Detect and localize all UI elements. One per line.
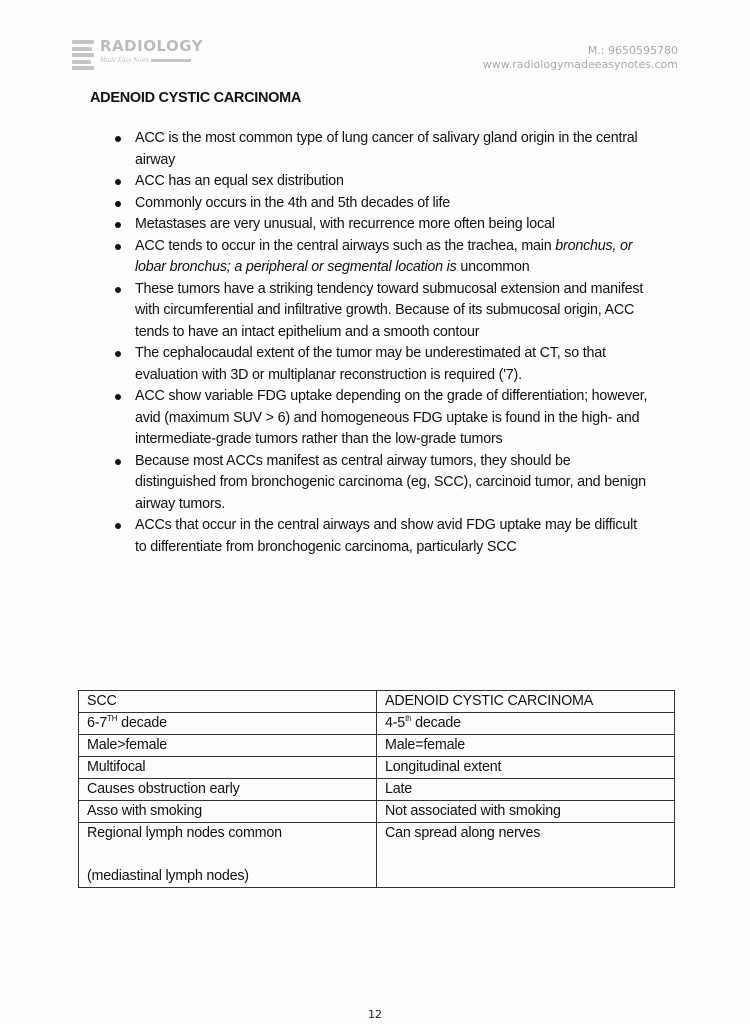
table-row [79, 823, 675, 888]
header-contact [483, 44, 678, 72]
superscript: TH [107, 714, 118, 724]
superscript: th [405, 714, 412, 724]
cell-text: decade [411, 715, 461, 731]
cell-text: 6-7 [87, 715, 108, 731]
table-row [79, 735, 675, 757]
bullet-icon [115, 287, 121, 293]
table-cell: Male>female [79, 735, 377, 757]
table-cell: Not associated with smoking [377, 801, 675, 823]
bullet-icon [115, 394, 121, 400]
table-row [79, 713, 675, 735]
logo-title: RADIOLOGY [100, 37, 204, 55]
table-cell: Multifocal [79, 757, 377, 779]
bullet-icon [115, 459, 121, 465]
cell-text: (mediastinal lymph nodes) [87, 868, 249, 884]
bullet-text: ACC show variable FDG uptake depending on the grade of differentiation; however, avid (maximum SUV > 6) and homogeneous FDG uptake is found in the high- and intermediate-grade tumors rather than the low-grade tumors [135, 388, 648, 447]
table-cell: Asso with smoking [79, 801, 377, 823]
table-row [79, 801, 675, 823]
table-cell [377, 713, 675, 735]
bullet-item [110, 171, 650, 193]
table-cell [79, 823, 377, 888]
table-cell: Male=female [377, 735, 675, 757]
bullet-text: The cephalocaudal extent of the tumor may be underestimated at CT, so that evaluation with 3D or multiplanar reconstruction is required ('7). [135, 345, 606, 383]
logo-underline [151, 59, 191, 62]
bullet-item [110, 236, 650, 279]
bullet-list [110, 128, 650, 558]
table-cell: Late [377, 779, 675, 801]
phone-number: M.: 9650595780 [587, 44, 678, 57]
bullet-icon [115, 244, 121, 250]
table-cell: Causes obstruction early [79, 779, 377, 801]
bullet-icon [115, 136, 121, 142]
bullet-text-tail: uncommon [456, 259, 530, 275]
bullet-icon [115, 351, 121, 357]
bullet-item [110, 193, 650, 215]
bullet-text: ACC is the most common type of lung cancer of salivary gland origin in the central airway [135, 130, 638, 168]
bullet-text-plain: ACC tends to occur in the central airways such as the trachea, main [135, 237, 556, 254]
header-cell-scc: SCC [79, 691, 377, 713]
bullet-item [110, 386, 650, 451]
bullet-text: ACCs that occur in the central airways and show avid FDG uptake may be difficult to differentiate from bronchogenic carcinoma, particularly SCC [135, 517, 637, 555]
bullet-item [110, 515, 650, 558]
bullet-text: These tumors have a striking tendency toward submucosal extension and manifest with circumferential and infiltrative growth. Because of its submucosal origin, ACC tends to have an intact epithelium and a smooth contour [135, 280, 644, 340]
bullet-text: ACC has an equal sex distribution [135, 173, 344, 189]
bullet-item [110, 214, 650, 236]
bullet-icon [115, 179, 121, 185]
bullet-item [110, 279, 650, 344]
site-logo [72, 38, 203, 70]
table-cell: Longitudinal extent [377, 757, 675, 779]
logo-tagline: Made Easy Notes [100, 56, 149, 64]
table-row [79, 757, 675, 779]
bullet-icon [115, 222, 121, 228]
table-row [79, 779, 675, 801]
bullet-item [110, 128, 650, 171]
website-url: www.radiologymadeeasynotes.com [482, 58, 678, 71]
bullet-text-italic: bronchus, or lobar bronchus; a peripheral or segmental location is [135, 237, 633, 275]
cell-text: decade [117, 715, 167, 731]
bullet-text: Commonly occurs in the 4th and 5th decades of life [135, 194, 451, 211]
header-cell-acc: ADENOID CYSTIC CARCINOMA [377, 691, 675, 713]
table-cell: Can spread along nerves [377, 823, 675, 888]
bullet-item [110, 451, 650, 516]
page-number: 12 [368, 1008, 382, 1021]
bullet-icon [115, 201, 121, 207]
books-icon [72, 40, 94, 70]
comparison-table [78, 690, 675, 888]
table-cell [79, 713, 377, 735]
bullet-icon [115, 523, 121, 529]
table-header-row [79, 691, 675, 713]
page-title: ADENOID CYSTIC CARCINOMA [90, 90, 302, 106]
cell-text: 4-5 [385, 715, 406, 731]
bullet-text: Because most ACCs manifest as central airway tumors, they should be distinguished from bronchogenic carcinoma (eg, SCC), carcinoid tumor, and benign airway tumors. [135, 452, 646, 512]
cell-text: Regional lymph nodes common [87, 825, 282, 841]
bullet-item [110, 343, 650, 386]
bullet-text: Metastases are very unusual, with recurrence more often being local [135, 216, 555, 232]
